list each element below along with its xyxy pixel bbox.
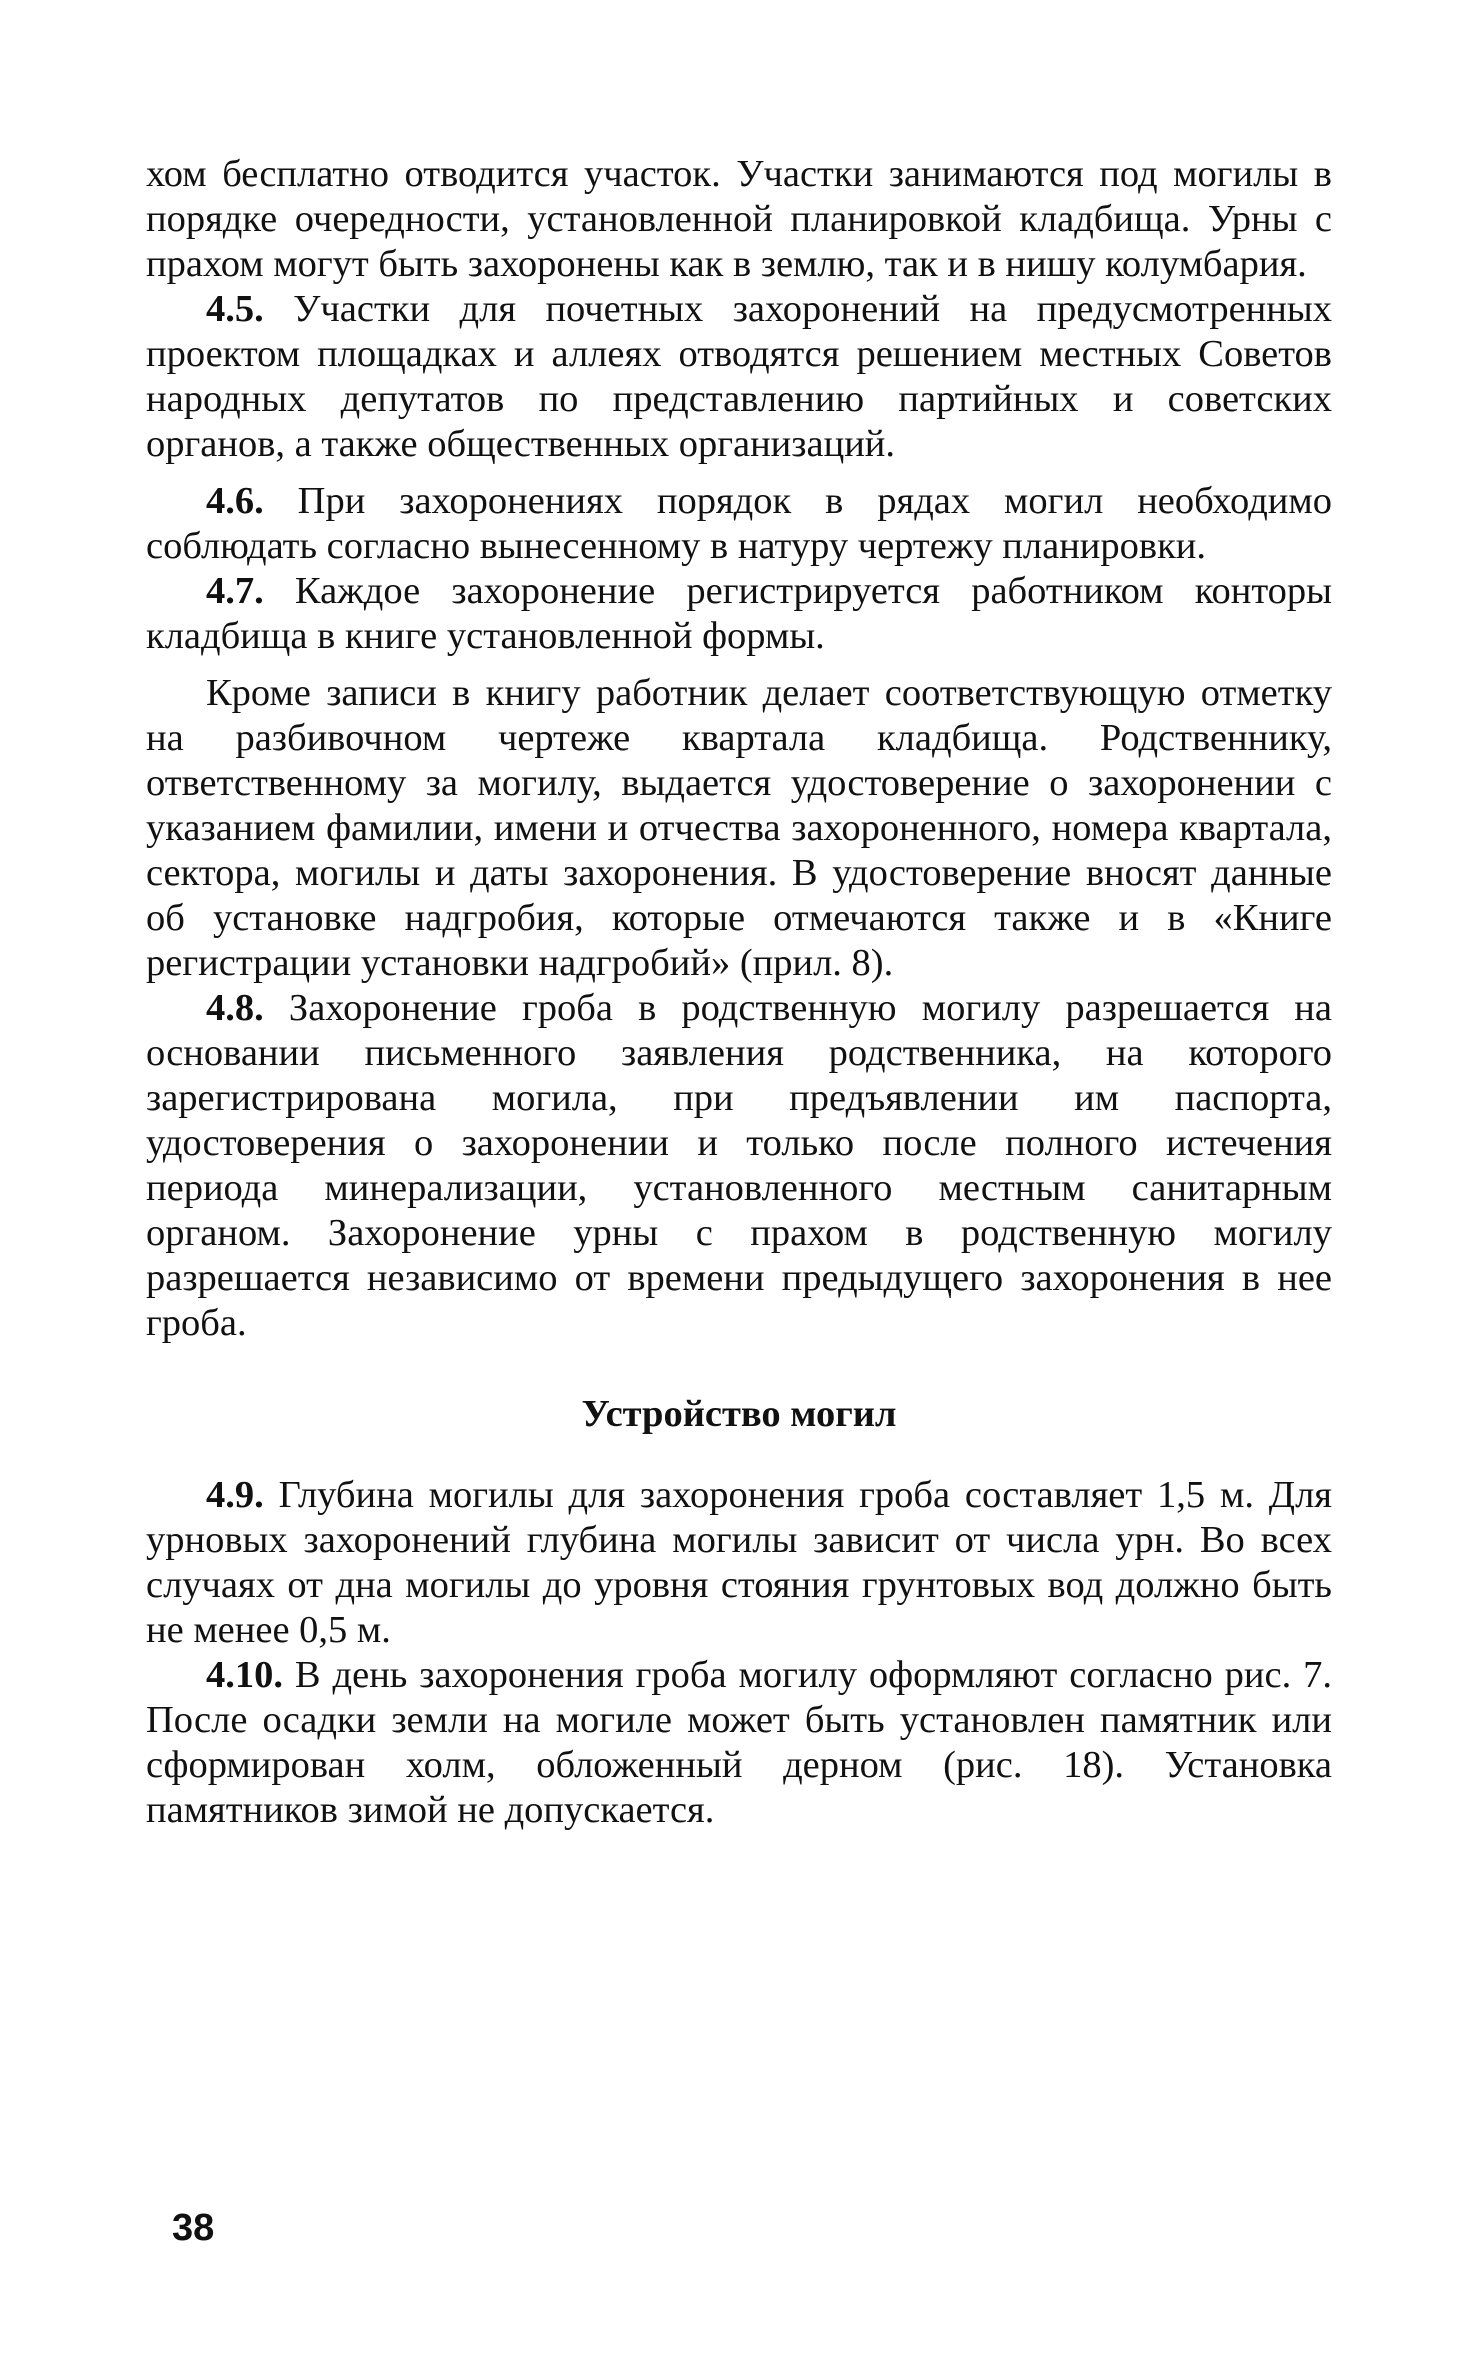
paragraph-4-7 xyxy=(146,569,1332,659)
paragraph-text: В день захоронения гроба могилу оформляют согласно рис. 7. После осадки земли на могиле может быть установлен памятник или сформирован холм, обложенный дерном (рис. 18). Установка памятников зимой не допускается. xyxy=(146,1654,1332,1831)
paragraph-text: Участки для почетных захоронений на предусмотренных проектом площадках и аллеях отводятся решением местных Советов народных депутатов по представлению партийных и советских органов, а также общественных организаций. xyxy=(146,288,1332,465)
paragraph-text: Глубина могилы для захоронения гроба составляет 1,5 м. Для урновых захоронений глубина могилы зависит от числа урн. Во всех случаях от дна могилы до уровня стояния грунтовых вод должно быть не менее 0,5 м. xyxy=(146,1474,1332,1651)
paragraph-4-9 xyxy=(146,1473,1332,1653)
clause-number: 4.7. xyxy=(206,570,264,612)
clause-number: 4.10. xyxy=(206,1654,283,1696)
clause-number: 4.8. xyxy=(206,987,264,1029)
page-body xyxy=(146,152,1332,1833)
paragraph-4-7-continued xyxy=(146,671,1332,986)
clause-number: 4.5. xyxy=(206,288,264,330)
paragraph-continuation xyxy=(146,152,1332,287)
clause-number: 4.6. xyxy=(206,480,264,522)
clause-number: 4.9. xyxy=(206,1474,264,1516)
paragraph-text: Каждое захоронение регистрируется работником конторы кладбища в книге установленной формы. xyxy=(146,570,1332,657)
paragraph-text: хом бесплатно отводится участок. Участки занимаются под могилы в порядке очередности, установленной планировкой кладбища. Урны с прахом могут быть захоронены как в землю, так и в нишу колумбария. xyxy=(146,153,1332,285)
paragraph-text: При захоронениях порядок в рядах могил необходимо соблюдать согласно вынесенному в натуру чертежу планировки. xyxy=(146,480,1332,567)
paragraph-4-6 xyxy=(146,479,1332,569)
paragraph-4-5 xyxy=(146,287,1332,467)
section-heading: Устройство могил xyxy=(581,1393,897,1435)
page-number: 38 xyxy=(172,2207,215,2249)
paragraph-text: Кроме записи в книгу работник делает соответствующую отметку на разбивочном чертеже квартала кладбища. Родственнику, ответственному за могилу, выдается удостоверение о захоронении с указанием фамилии, имени и отчества захороненного, номера квартала, сектора, могилы и даты захоронения. В удостоверение вносят данные об установке надгробия, которые отмечаются также и в «Книге регистрации установки надгробий» (прил. 8). xyxy=(146,672,1332,984)
paragraph-4-8 xyxy=(146,986,1332,1346)
paragraph-text: Захоронение гроба в родственную могилу разрешается на основании письменного заявления родственника, на которого зарегистрирована могила, при предъявлении им паспорта, удостоверения о захоронении и только после полного истечения периода минерализации, установленного местным санитарным органом. Захоронение урны с прахом в родственную могилу разрешается независимо от времени предыдущего захоронения в нее гроба. xyxy=(146,987,1332,1344)
paragraph-4-10 xyxy=(146,1653,1332,1833)
